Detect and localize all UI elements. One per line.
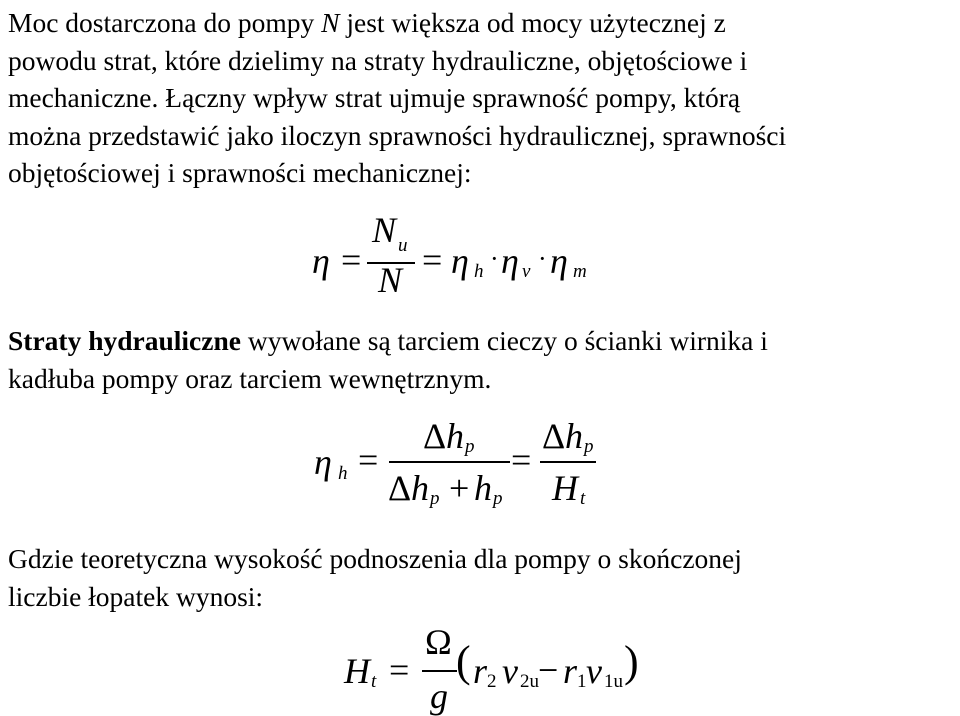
hydraulic-losses-term: Straty hydrauliczne — [8, 325, 241, 356]
intro-line-4: można przedstawić jako iloczyn sprawności hydraulicznej, sprawności — [8, 119, 787, 151]
theoretical-line-1: Gdzie teoretyczna wysokość podnoszenia dla pompy o skończonej — [8, 543, 742, 574]
theoretical-head-paragraph — [8, 540, 958, 615]
hydraulic-losses-paragraph — [8, 322, 958, 397]
hydraulic-line-2: kadłuba pompy oraz tarciem wewnętrznym. — [8, 362, 492, 394]
intro-paragraph — [8, 4, 958, 192]
fraction-bar — [422, 670, 457, 672]
intro-line-5: objętościowej i sprawności mechanicznej: — [8, 157, 472, 188]
theoretical-line-2: liczbie łopatek wynosi: — [8, 580, 264, 612]
intro-line-1: Moc dostarczona do pompy N jest większa od mocy użytecznej z — [8, 7, 726, 38]
variable-n: N — [321, 7, 340, 38]
hydraulic-line-1: Straty hydrauliczne wywołane są tarciem cieczy o ścianki wirnika i — [8, 325, 768, 356]
intro-line-3: mechaniczne. Łączny wpływ strat ujmuje sprawność pompy, którą — [8, 82, 741, 113]
fraction-bar — [540, 461, 596, 463]
intro-line-2: powodu strat, które dzielimy na straty hydrauliczne, objętościowe i — [8, 44, 748, 76]
fraction-bar — [389, 461, 510, 463]
